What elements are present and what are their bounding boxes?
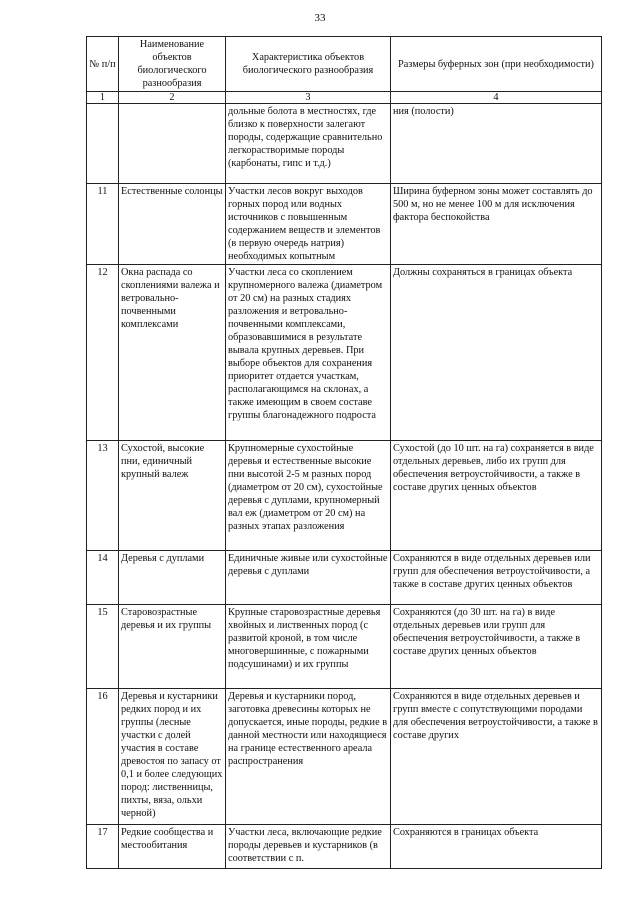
table-row	[87, 265, 602, 441]
column-number-row	[87, 92, 602, 104]
table-row	[87, 605, 602, 689]
header-characteristics: Характеристика объектов биологического разнообразия	[226, 37, 391, 92]
object-description: Единичные живые или сухостойные деревья с дуплами	[226, 551, 391, 605]
column-number: 2	[119, 92, 226, 104]
buffer-zone: Сохраняются в виде отдельных деревьев и групп вместе с сопутствующими породами для обеспечения ветроустойчивости, а также в составе других	[391, 689, 602, 825]
column-number: 1	[87, 92, 119, 104]
buffer-zones-table	[86, 36, 602, 869]
object-description: Участки леса, включающие редкие породы деревьев и кустарников (в соответствии с п.	[226, 825, 391, 869]
table-row	[87, 689, 602, 825]
buffer-zone: Ширина буферном зоны может составлять до 500 м, но не менее 100 м для исключения фактора беспокойства	[391, 184, 602, 265]
object-description: Участки леса со скоплением крупномерного валежа (диаметром от 20 см) на разных стадиях разложения и ветровально-почвенными комплексами, образовавшимися в результате вывала крупных деревьев. При выборе объектов для сохранения приоритет отдается участкам, располагающимся на склонах, а также имеющим в своем составе группы благонадежного подроста	[226, 265, 391, 441]
object-name: Старовозрастные деревья и их группы	[119, 605, 226, 689]
buffer-zone: ния (полости)	[391, 104, 602, 184]
object-name: Редкие сообщества и местообитания	[119, 825, 226, 869]
column-number: 3	[226, 92, 391, 104]
column-number: 4	[391, 92, 602, 104]
buffer-zone: Должны сохраняться в границах объекта	[391, 265, 602, 441]
object-description: Участки лесов вокруг выходов горных пород или водных источников с повышенным содержанием веществ и элементов (в первую очередь натрия) необходимых копытным	[226, 184, 391, 265]
header-buffer-size: Размеры буферных зон (при необходимости)	[391, 37, 602, 92]
row-number: 13	[87, 441, 119, 551]
object-name: Деревья и кустарники редких пород и их группы (лесные участки с долей участия в составе древостоя по запасу от 0,1 и более следующих пород: лиственницы, пихты, вяза, ольхи черной)	[119, 689, 226, 825]
row-number: 16	[87, 689, 119, 825]
object-name: Деревья с дуплами	[119, 551, 226, 605]
object-name: Сухостой, высокие пни, единичный крупный валеж	[119, 441, 226, 551]
object-description: Крупномерные сухостойные деревья и естественные высокие пни высотой 2-5 м разных пород (диаметром от 20 см), сухостойные деревья с дуплами, крупномерный вал еж (диаметром от 20 см) на разных этапах разложения	[226, 441, 391, 551]
page-number: 33	[314, 12, 326, 24]
header-object-name: Наименование объектов биологического разнообразия	[119, 37, 226, 92]
table-row	[87, 825, 602, 869]
row-number: 15	[87, 605, 119, 689]
object-description: Деревья и кустарники пород, заготовка древесины которых не допускается, иные породы, редкие в данной местности или находящиеся на границе естественного ареала распространения	[226, 689, 391, 825]
table-row	[87, 441, 602, 551]
buffer-zone: Сохраняются (до 30 шт. на га) в виде отдельных деревьев или групп для обеспечения ветроустойчивости, а также в составе других ценных объектов	[391, 605, 602, 689]
object-description: дольные болота в местностях, где близко к поверхности залегают породы, содержащие сравнительно легкорастворимые породы (карбонаты, гипс и т.д.)	[226, 104, 391, 184]
table-row	[87, 551, 602, 605]
object-name: Окна распада со скоплениями валежа и ветровально-почвенными комплексами	[119, 265, 226, 441]
row-number: 17	[87, 825, 119, 869]
row-number: 14	[87, 551, 119, 605]
buffer-zone: Сухостой (до 10 шт. на га) сохраняется в виде отдельных деревьев, либо их групп для обеспечения ветроустойчивости, а также в составе других ценных объектов	[391, 441, 602, 551]
buffer-zone: Сохраняются в границах объекта	[391, 825, 602, 869]
row-number: 11	[87, 184, 119, 265]
table-row	[87, 184, 602, 265]
row-number: 12	[87, 265, 119, 441]
header-row	[87, 37, 602, 92]
object-description: Крупные старовозрастные деревья хвойных и лиственных пород (с развитой кроной, в том числе многовершинные, с пожарными подсушинами) и их группы	[226, 605, 391, 689]
object-name: Естественные солонцы	[119, 184, 226, 265]
table-row	[87, 104, 602, 184]
buffer-zone: Сохраняются в виде отдельных деревьев или групп для обеспечения ветроустойчивости, а также в составе других ценных объектов	[391, 551, 602, 605]
row-number	[87, 104, 119, 184]
header-number: № п/п	[87, 37, 119, 92]
object-name	[119, 104, 226, 184]
